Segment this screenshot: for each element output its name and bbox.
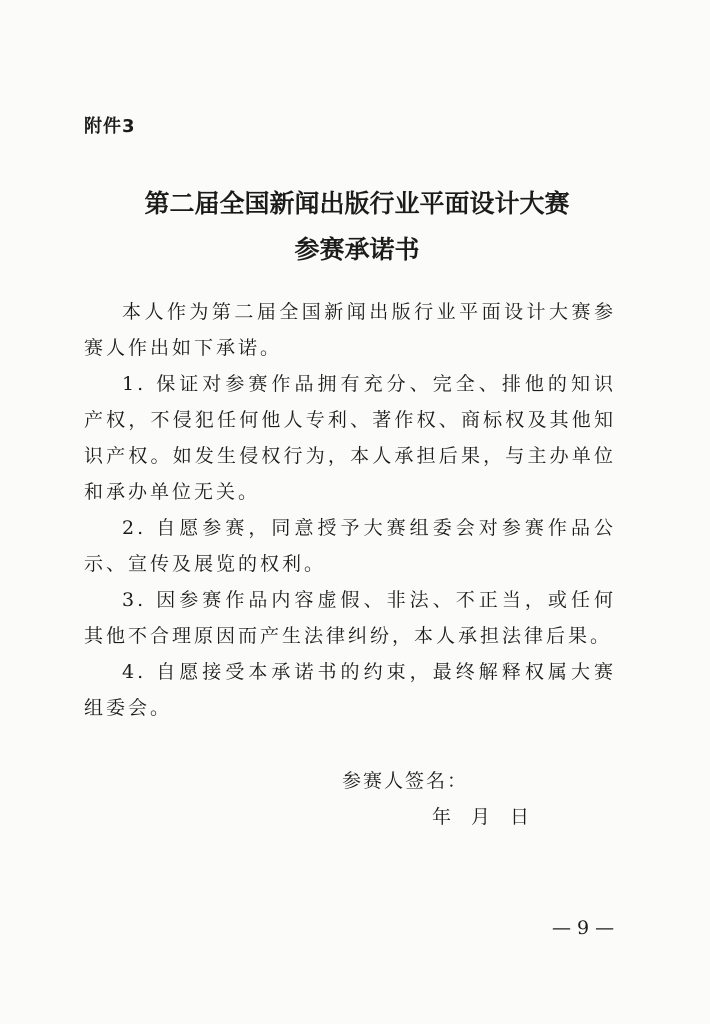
- title-line-1: 第二届全国新闻出版行业平面设计大赛: [144, 189, 570, 218]
- commitment-item-3: 3. 因参赛作品内容虚假、非法、不正当，或任何其他不合理原因而产生法律纠纷，本人承担法律后果。: [84, 589, 616, 647]
- commitment-item-4: 4. 自愿接受本承诺书的约束，最终解释权属大赛组委会。: [84, 661, 616, 719]
- date-line: [432, 802, 529, 832]
- commitment-item-1: 1. 保证对参赛作品拥有充分、完全、排他的知识产权，不侵犯任何他人专利、著作权、商标权及其他知识产权。如发生侵权行为，本人承担后果，与主办单位和承办单位无关。: [84, 373, 616, 503]
- commitment-body: [84, 294, 616, 726]
- date-day-label: 日: [510, 806, 530, 828]
- signature-label: 参赛人签名：: [342, 770, 469, 792]
- intro-paragraph: 本人作为第二届全国新闻出版行业平面设计大赛参赛人作出如下承诺。: [84, 301, 616, 359]
- commitment-item-2: 2. 自愿参赛，同意授予大赛组委会对参赛作品公示、宣传及展览的权利。: [84, 517, 616, 575]
- date-month-label: 月: [471, 806, 491, 828]
- attachment-label: 附件3: [84, 116, 136, 137]
- title-line-2: 参赛承诺书: [294, 235, 420, 264]
- page-number: — 9 —: [552, 917, 615, 939]
- date-year-label: 年: [432, 806, 452, 828]
